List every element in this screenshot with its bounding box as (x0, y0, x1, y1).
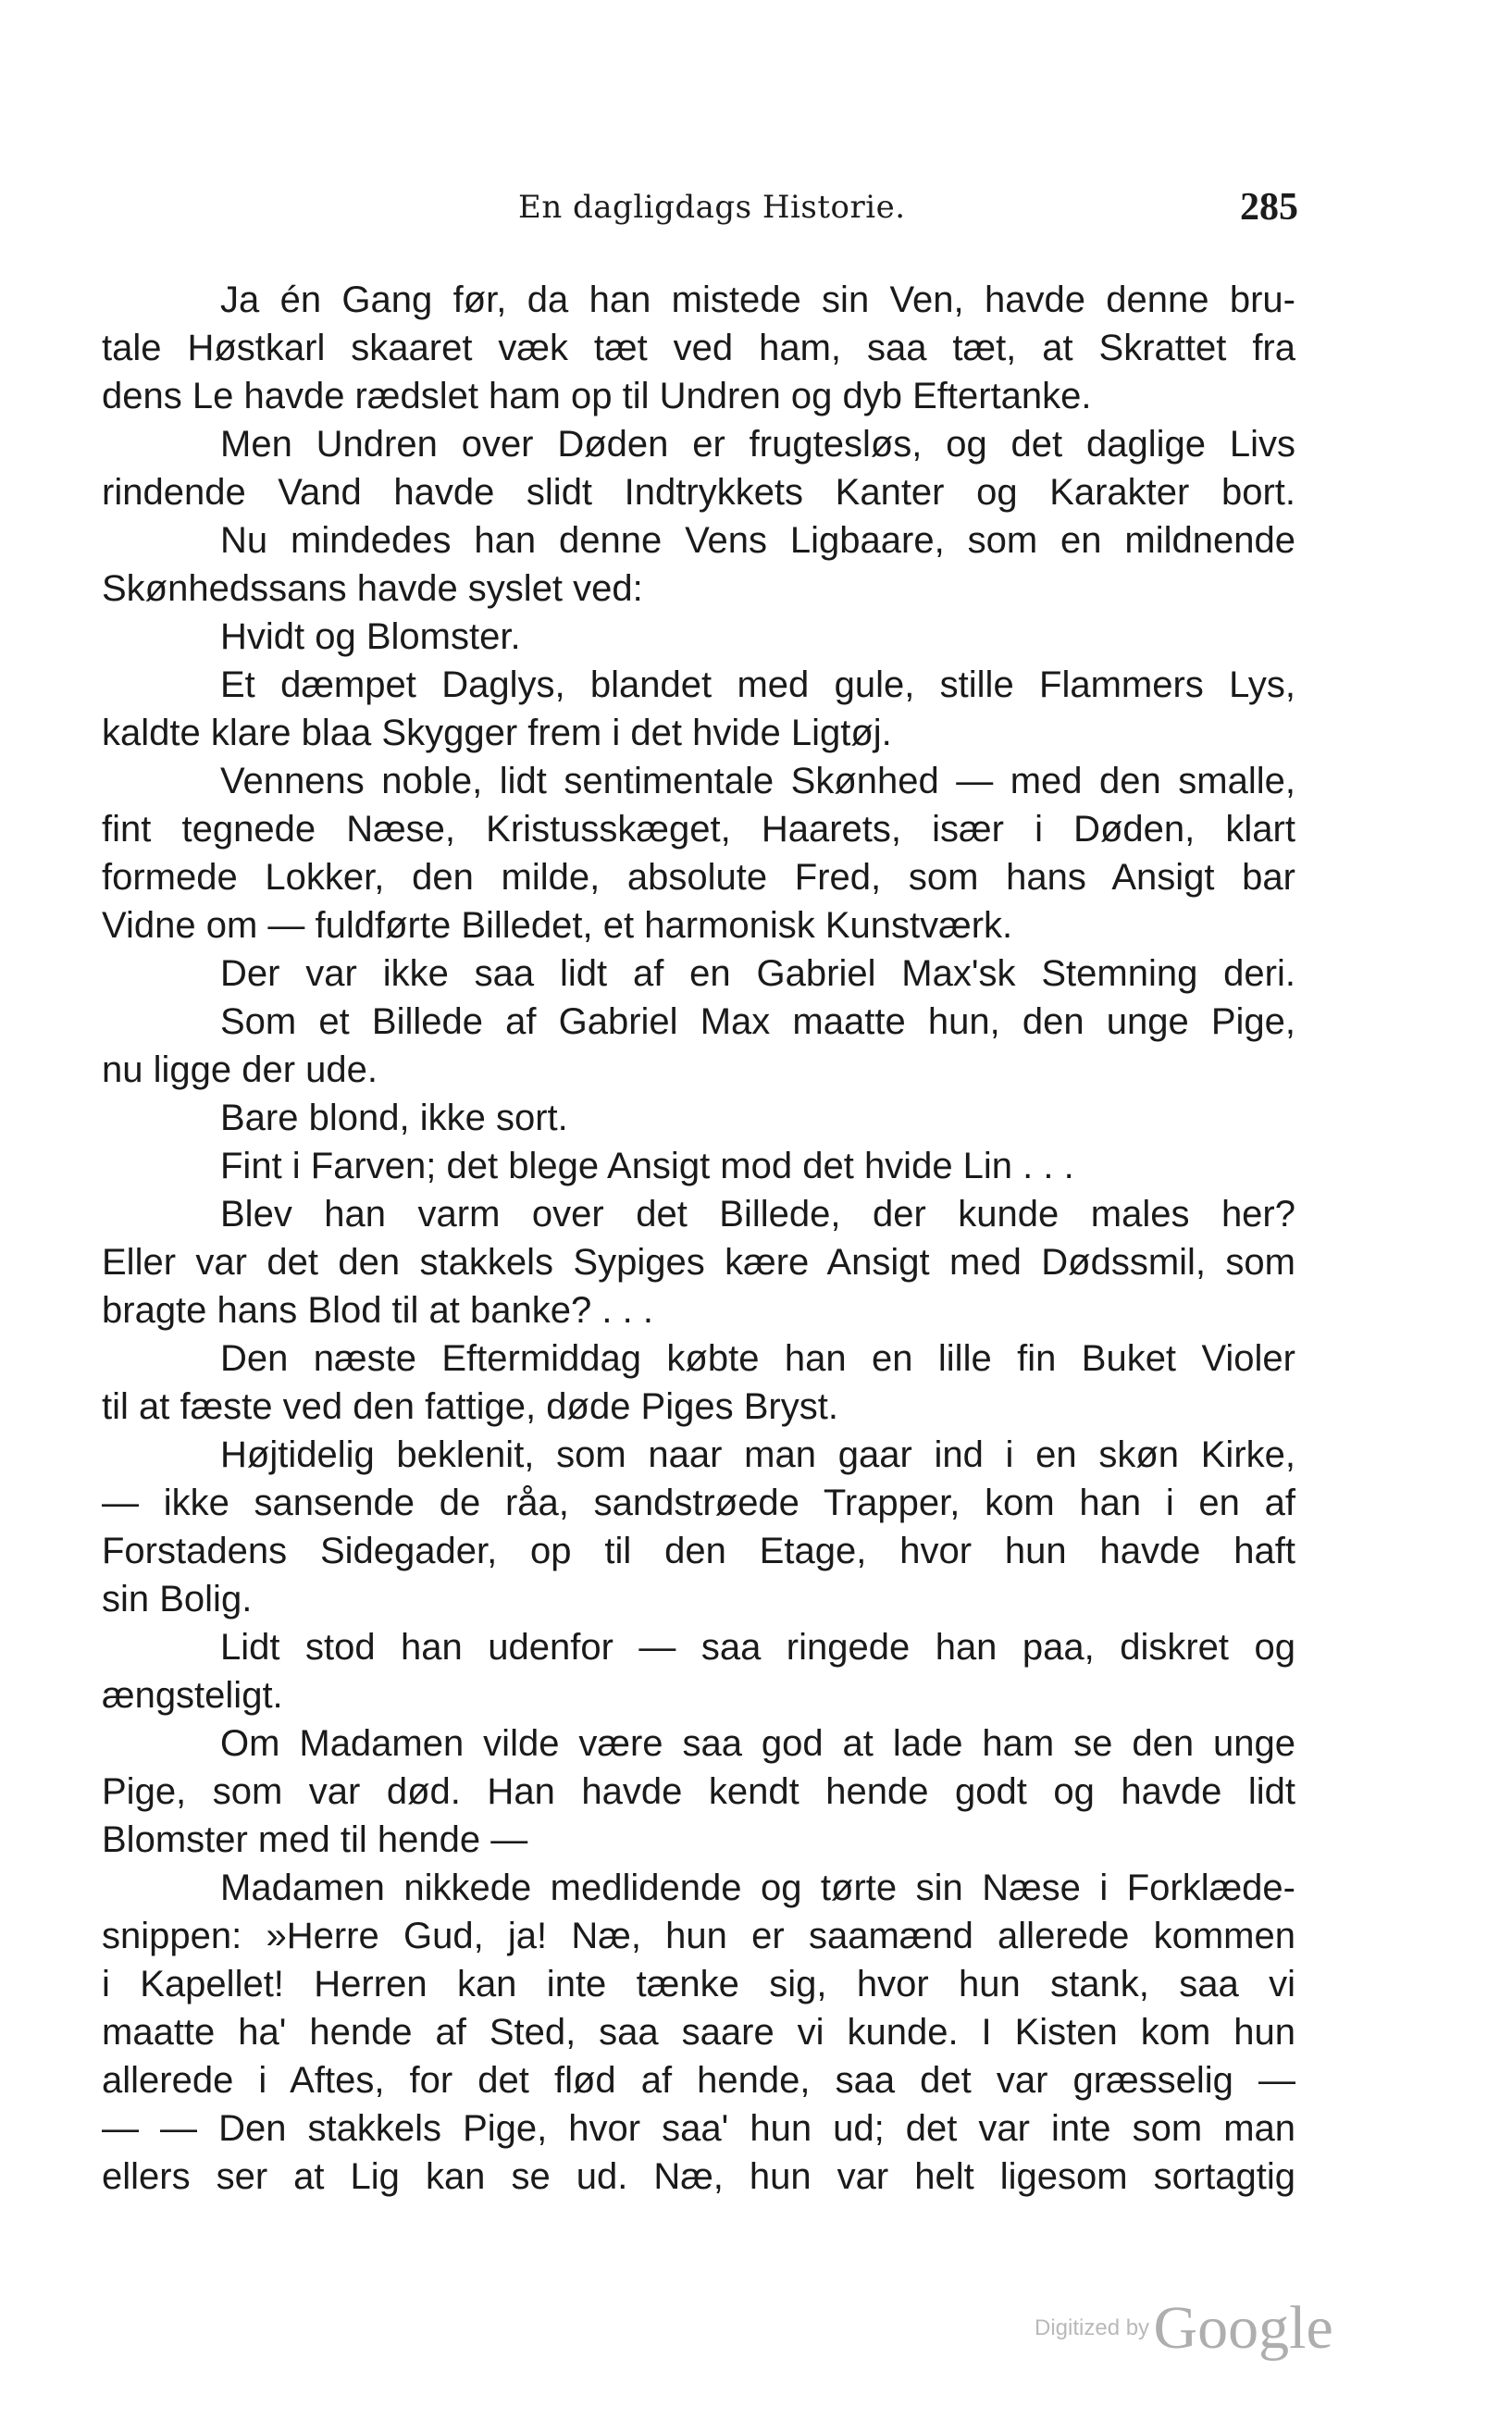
text-line: — ikke sansende de råa, sandstrøede Trapper, kom han i en af (102, 1483, 1295, 1523)
digitized-by-watermark (1035, 2293, 1333, 2364)
text-line: ellers ser at Lig kan se ud. Næ, hun var helt ligesom sortagtig (102, 2156, 1295, 2197)
text-line: sin Bolig. (102, 1579, 253, 1620)
watermark-prefix: Digitized by (1035, 2315, 1150, 2340)
text-line: formede Lokker, den milde, absolute Fred, som hans Ansigt bar (102, 857, 1295, 898)
text-line: nu ligge der ude. (102, 1049, 378, 1090)
text-line: Der var ikke saa lidt af en Gabriel Max'sk Stemning deri. (220, 953, 1295, 994)
text-line: allerede i Aftes, for det flød af hende, saa det var græsselig — (102, 2060, 1295, 2101)
text-line: Men Undren over Døden er frugtesløs, og det daglige Livs (220, 424, 1295, 465)
text-line: Eller var det den stakkels Sypiges kære Ansigt med Dødssmil, som (102, 1242, 1295, 1283)
google-logo: Google (1153, 2294, 1333, 2362)
text-line: dens Le havde rædslet ham op til Undren og dyb Eftertanke. (102, 376, 1092, 416)
text-line: Blev han varm over det Billede, der kunde males her? (220, 1194, 1295, 1235)
text-line: Bare blond, ikke sort. (220, 1098, 568, 1138)
text-line: Den næste Eftermiddag købte han en lille fin Buket Violer (220, 1338, 1295, 1379)
text-line: Vidne om — fuldførte Billedet, et harmonisk Kunstværk. (102, 905, 1013, 946)
text-line: maatte ha' hende af Sted, saa saare vi kunde. I Kisten kom hun (102, 2012, 1295, 2053)
text-line: Nu mindedes han denne Vens Ligbaare, som en mildnende (220, 520, 1295, 561)
running-header-title: En dagligdags Historie. (518, 189, 906, 226)
text-line: Forstadens Sidegader, op til den Etage, hvor hun havde haft (102, 1531, 1295, 1571)
text-line: Pige, som var død. Han havde kendt hende godt og havde lidt (102, 1771, 1295, 1812)
text-line: Blomster med til hende — (102, 1819, 528, 1860)
page-number: 285 (1240, 186, 1298, 229)
text-line: fint tegnede Næse, Kristusskæget, Haarets, især i Døden, klart (102, 809, 1295, 850)
text-line: Skønhedssans havde syslet ved: (102, 568, 643, 609)
body-text (102, 276, 1295, 2201)
text-line: Ja én Gang før, da han mistede sin Ven, havde denne bru- (220, 279, 1295, 320)
text-line: tale Høstkarl skaaret væk tæt ved ham, saa tæt, at Skrattet fra (102, 328, 1295, 368)
text-line: Lidt stod han udenfor — saa ringede han paa, diskret og (220, 1627, 1295, 1668)
text-line: Madamen nikkede medlidende og tørte sin Næse i Forklæde- (220, 1868, 1295, 1908)
text-line: Fint i Farven; det blege Ansigt mod det hvide Lin . . . (220, 1146, 1074, 1186)
text-line: — — Den stakkels Pige, hvor saa' hun ud; det var inte som man (102, 2108, 1295, 2149)
text-line: til at fæste ved den fattige, døde Piges Bryst. (102, 1386, 838, 1427)
text-line: Om Madamen vilde være saa god at lade ham se den unge (220, 1723, 1295, 1764)
text-line: rindende Vand havde slidt Indtrykkets Kanter og Karakter bort. (102, 472, 1295, 513)
text-line: Højtidelig beklenit, som naar man gaar ind i en skøn Kirke, (220, 1434, 1295, 1475)
text-line: bragte hans Blod til at banke? . . . (102, 1290, 653, 1331)
text-line: Et dæmpet Daglys, blandet med gule, stille Flammers Lys, (220, 664, 1295, 705)
text-line: ængsteligt. (102, 1675, 283, 1716)
text-line: Vennens noble, lidt sentimentale Skønhed — med den smalle, (220, 761, 1295, 801)
text-line: snippen: »Herre Gud, ja! Næ, hun er saamænd allerede kommen (102, 1916, 1295, 1956)
text-line: Som et Billede af Gabriel Max maatte hun, den unge Pige, (220, 1001, 1295, 1042)
text-line: kaldte klare blaa Skygger frem i det hvide Ligtøj. (102, 713, 892, 753)
text-line: Hvidt og Blomster. (220, 616, 521, 657)
text-line: i Kapellet! Herren kan inte tænke sig, hvor hun stank, saa vi (102, 1964, 1295, 2004)
